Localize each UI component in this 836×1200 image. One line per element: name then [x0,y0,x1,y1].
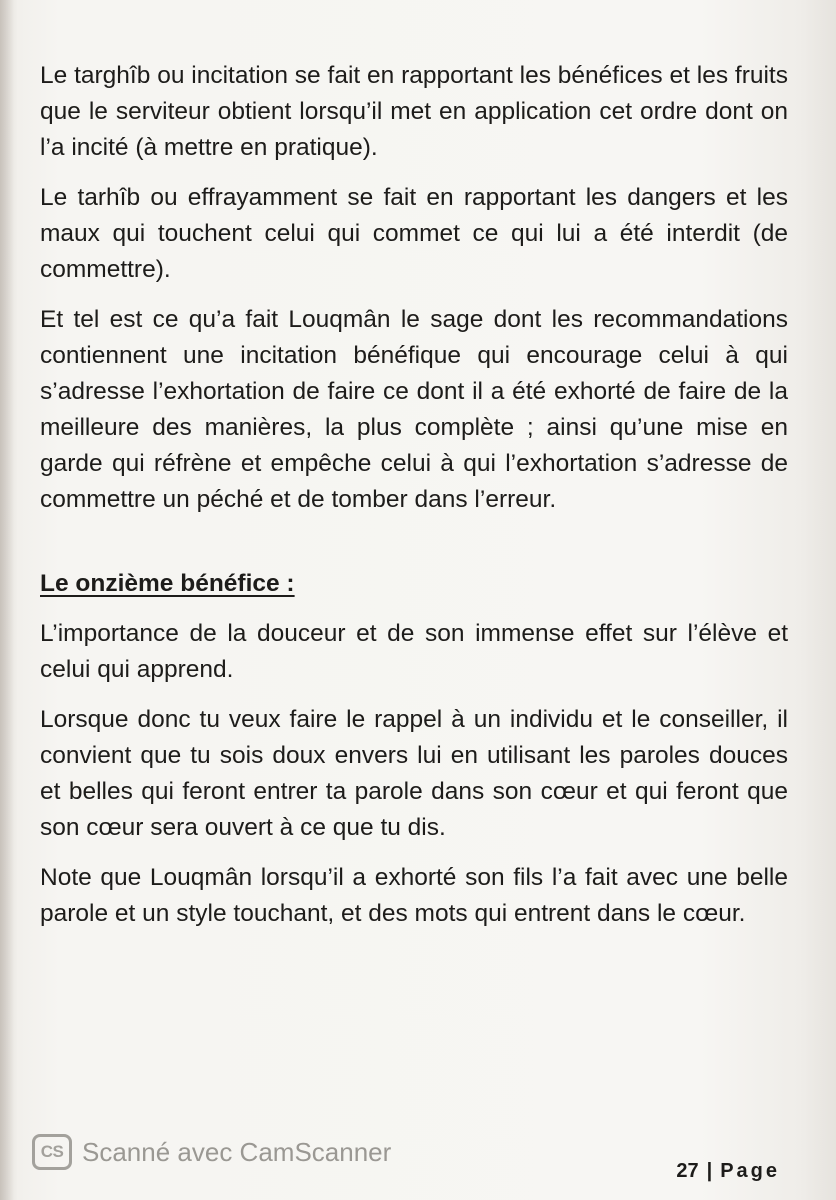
camscanner-watermark [32,1132,391,1172]
paragraph-targhib: Le targhîb ou incitation se fait en rapportant les bénéfices et les fruits que le serviteur obtient lorsqu’il met en application cet ordre dont on l’a incité (à mettre en pratique). [40,62,788,161]
camscanner-logo-icon: CS [32,1134,72,1170]
paragraph-louqman-sage: Et tel est ce qu’a fait Louqmân le sage dont les recommandations contiennent une incitation bénéfique qui encourage celui à qui s’adresse l’exhortation de faire ce dont il a été exhorté de faire de la meilleure des manières, la plus complète ; ainsi qu’une mise en garde qui réfrène et empêche celui à qui l’exhortation s’adresse de commettre un péché et de tomber dans l’erreur. [40,306,788,513]
body-text [40,58,788,946]
page-footer [676,1160,780,1183]
page-label: Page [720,1160,780,1182]
page-number: 27 [676,1160,699,1182]
footer-separator: | [706,1160,713,1182]
paragraph-douceur: L’importance de la douceur et de son immense effet sur l’élève et celui qui apprend. [40,620,788,683]
page-edge-shadow [0,0,14,1200]
paragraph-tarhib: Le tarhîb ou effrayamment se fait en rapportant les dangers et les maux qui touchent celui qui commet ce qui lui a été interdit (de commettre). [40,184,788,283]
section-heading: Le onzième bénéfice : [40,570,295,597]
watermark-text: Scanné avec CamScanner [82,1136,392,1167]
paragraph-rappel: Lorsque donc tu veux faire le rappel à un individu et le conseiller, il convient que tu sois doux envers lui en utilisant les paroles douces et belles qui feront entrer ta parole dans son cœur et qui feront que son cœur sera ouvert à ce que tu dis. [40,706,788,841]
paragraph-exhortation-fils: Note que Louqmân lorsqu’il a exhorté son fils l’a fait avec une belle parole et un style touchant, et des mots qui entrent dans le cœur. [40,864,788,927]
